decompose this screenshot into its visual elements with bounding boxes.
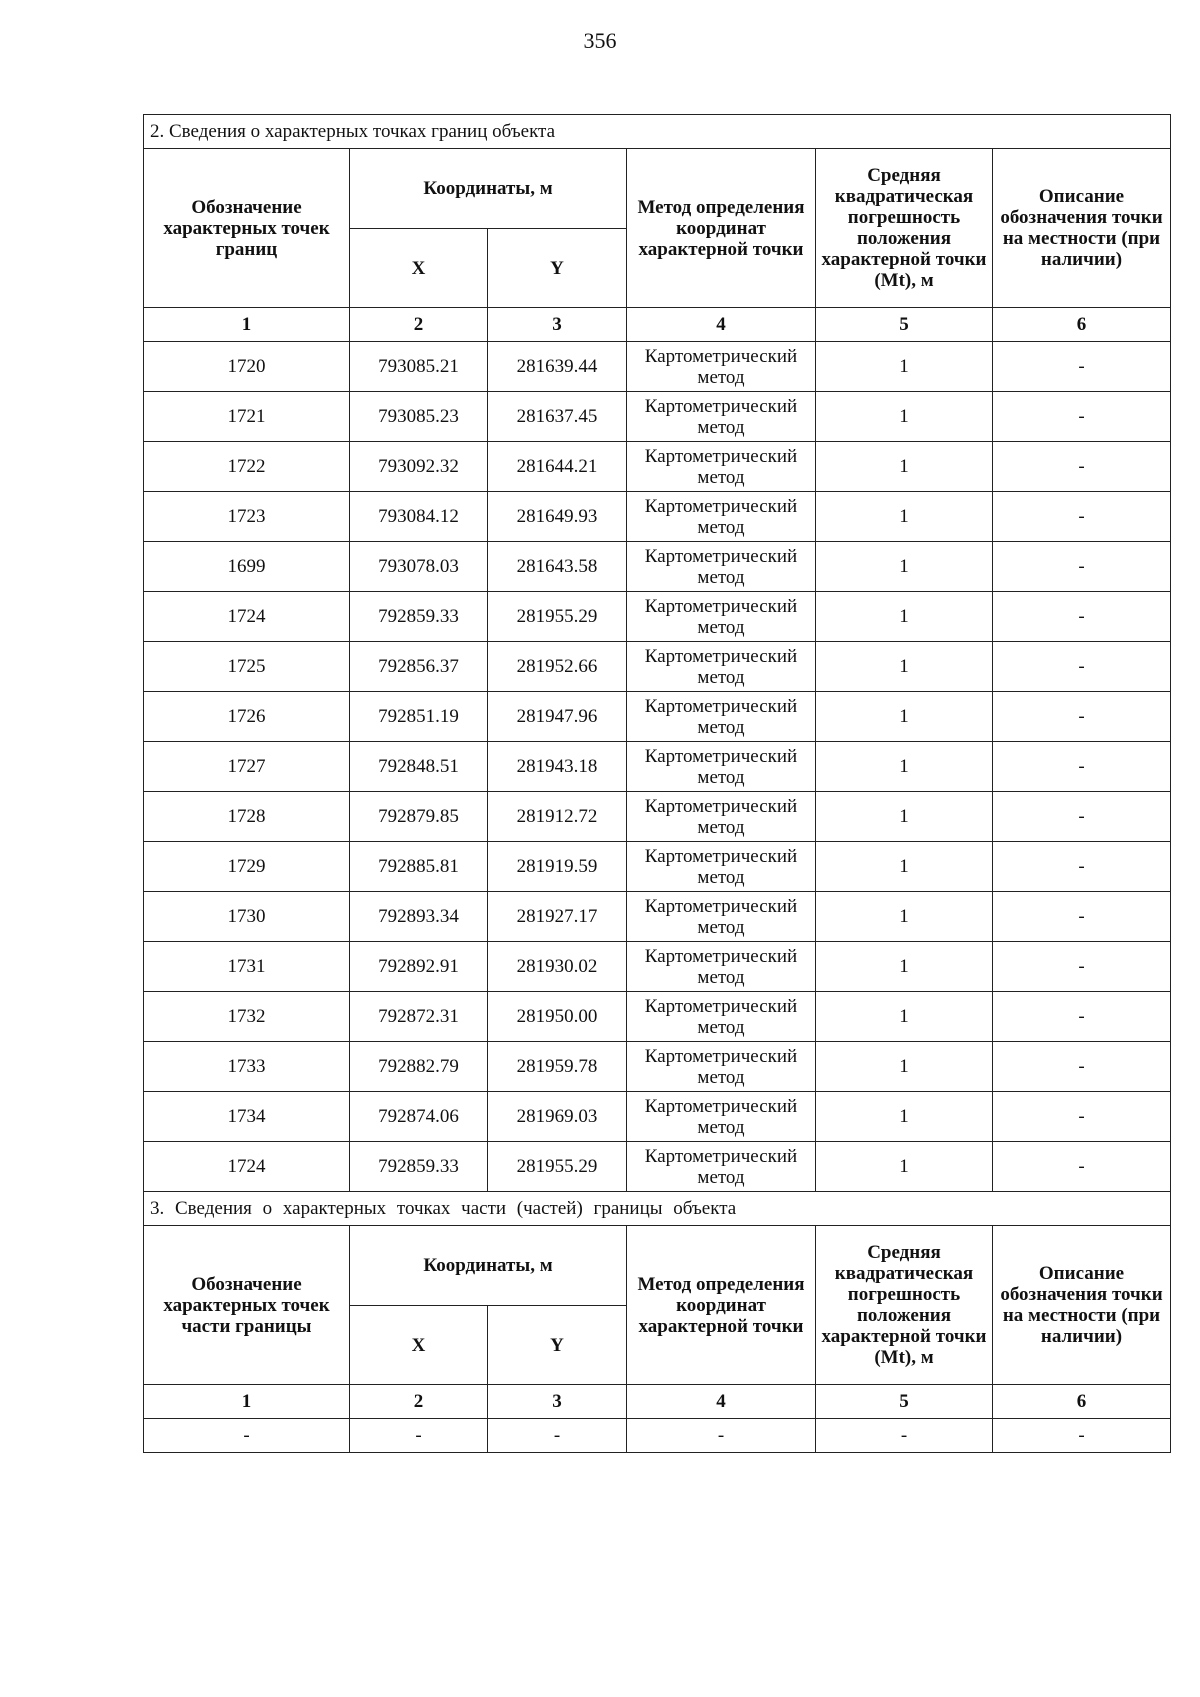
x-cell: 792879.85 [350,792,488,842]
column-number: 1 [144,308,350,342]
point-cell: 1699 [144,542,350,592]
method-cell [627,592,816,642]
description-cell: - [993,492,1171,542]
x-cell: 792885.81 [350,842,488,892]
method-line-1: Картометрический [644,1045,798,1067]
column-number: 2 [350,1385,488,1419]
method-cell [627,1092,816,1142]
y-cell: 281950.00 [488,992,627,1042]
column-number: 5 [816,308,993,342]
y-cell: 281947.96 [488,692,627,742]
header-method: Метод определения координат характерной точки [627,149,816,308]
point-cell: 1722 [144,442,350,492]
table-row [144,642,1171,692]
method-cell [627,742,816,792]
error-cell: 1 [816,442,993,492]
error-cell: 1 [816,1042,993,1092]
description-cell: - [993,642,1171,692]
method-line-2: метод [697,416,745,438]
point-cell: 1724 [144,1142,350,1192]
header-designation: Обозначение характерных точек границ [144,149,350,308]
method-cell [627,992,816,1042]
y-cell: 281930.02 [488,942,627,992]
table-row [144,1142,1171,1192]
method-cell [627,892,816,942]
table-row [144,842,1171,892]
method-cell [627,392,816,442]
point-cell: 1720 [144,342,350,392]
column-number: 4 [627,308,816,342]
description-cell: - [993,792,1171,842]
method-line-1: Картометрический [644,995,798,1017]
x-cell: 793085.21 [350,342,488,392]
table-row-empty [144,1419,1171,1453]
column-number: 6 [993,1385,1171,1419]
table-row [144,942,1171,992]
table-row [144,1042,1171,1092]
method-line-1: Картометрический [644,845,798,867]
method-line-2: метод [697,466,745,488]
method-line-1: Картометрический [644,1095,798,1117]
y-cell: 281959.78 [488,1042,627,1092]
x-cell: 792872.31 [350,992,488,1042]
error-cell: 1 [816,1142,993,1192]
table-row [144,742,1171,792]
point-cell: 1721 [144,392,350,442]
table-row [144,442,1171,492]
y-cell: 281955.29 [488,1142,627,1192]
point-cell: 1731 [144,942,350,992]
table-row [144,792,1171,842]
x-cell: 792892.91 [350,942,488,992]
description-cell: - [993,542,1171,592]
error-cell: 1 [816,892,993,942]
point-cell: 1727 [144,742,350,792]
error-cell: 1 [816,392,993,442]
method-line-1: Картометрический [644,445,798,467]
y-cell: 281644.21 [488,442,627,492]
error-cell: 1 [816,492,993,542]
point-cell: 1728 [144,792,350,842]
section-2-title: 2. Сведения о характерных точках границ объекта [144,115,1171,149]
description-cell: - [993,342,1171,392]
method-line-2: метод [697,816,745,838]
table-row [144,692,1171,742]
header-error: Средняя квадратическая погрешность положения характерной точки (Mt), м [816,149,993,308]
y-cell: 281639.44 [488,342,627,392]
method-cell [627,492,816,542]
description-cell: - [993,942,1171,992]
method-line-1: Картометрический [644,1145,798,1167]
y-cell: 281952.66 [488,642,627,692]
error-cell: 1 [816,992,993,1042]
header-y-part: Y [488,1306,627,1385]
method-line-2: метод [697,866,745,888]
point-cell: 1730 [144,892,350,942]
method-line-1: Картометрический [644,695,798,717]
empty-cell: - [488,1419,627,1453]
x-cell: 792859.33 [350,592,488,642]
y-cell: 281912.72 [488,792,627,842]
header-x: X [350,229,488,308]
method-line-1: Картометрический [644,645,798,667]
method-line-1: Картометрический [644,895,798,917]
method-line-1: Картометрический [644,795,798,817]
method-line-1: Картометрический [644,345,798,367]
error-cell: 1 [816,792,993,842]
description-cell: - [993,392,1171,442]
column-number: 4 [627,1385,816,1419]
x-cell: 793092.32 [350,442,488,492]
error-cell: 1 [816,642,993,692]
description-cell: - [993,992,1171,1042]
y-cell: 281637.45 [488,392,627,442]
method-cell [627,692,816,742]
method-line-2: метод [697,666,745,688]
y-cell: 281943.18 [488,742,627,792]
y-cell: 281969.03 [488,1092,627,1142]
method-line-2: метод [697,766,745,788]
error-cell: 1 [816,842,993,892]
x-cell: 792882.79 [350,1042,488,1092]
method-cell [627,542,816,592]
table-row [144,1092,1171,1142]
header-x-part: X [350,1306,488,1385]
header-coordinates: Координаты, м [350,149,627,229]
description-cell: - [993,692,1171,742]
x-cell: 792848.51 [350,742,488,792]
point-cell: 1732 [144,992,350,1042]
error-cell: 1 [816,1092,993,1142]
point-cell: 1734 [144,1092,350,1142]
x-cell: 793078.03 [350,542,488,592]
method-line-2: метод [697,966,745,988]
error-cell: 1 [816,692,993,742]
header-method-part: Метод определения координат характерной точки [627,1226,816,1385]
description-cell: - [993,592,1171,642]
empty-cell: - [144,1419,350,1453]
empty-cell: - [993,1419,1171,1453]
method-line-2: метод [697,366,745,388]
method-cell [627,842,816,892]
table-row [144,542,1171,592]
description-cell: - [993,442,1171,492]
y-cell: 281919.59 [488,842,627,892]
empty-cell: - [816,1419,993,1453]
column-number: 5 [816,1385,993,1419]
table-row [144,892,1171,942]
method-line-2: метод [697,1116,745,1138]
empty-cell: - [627,1419,816,1453]
header-error-part: Средняя квадратическая погрешность положения характерной точки (Mt), м [816,1226,993,1385]
y-cell: 281955.29 [488,592,627,642]
table-row [144,592,1171,642]
method-cell [627,342,816,392]
point-cell: 1733 [144,1042,350,1092]
column-numbers-row [144,308,1171,342]
method-line-1: Картометрический [644,495,798,517]
method-line-2: метод [697,616,745,638]
header-y: Y [488,229,627,308]
method-line-2: метод [697,566,745,588]
y-cell: 281927.17 [488,892,627,942]
table-row [144,992,1171,1042]
description-cell: - [993,1142,1171,1192]
method-line-2: метод [697,1166,745,1188]
description-cell: - [993,1042,1171,1092]
method-line-2: метод [697,716,745,738]
method-line-2: метод [697,1066,745,1088]
point-cell: 1726 [144,692,350,742]
header-description: Описание обозначения точки на местности (при наличии) [993,149,1171,308]
point-cell: 1724 [144,592,350,642]
error-cell: 1 [816,942,993,992]
column-number: 6 [993,308,1171,342]
column-number: 2 [350,308,488,342]
table-row [144,492,1171,542]
x-cell: 793085.23 [350,392,488,442]
empty-cell: - [350,1419,488,1453]
table-row [144,342,1171,392]
error-cell: 1 [816,542,993,592]
x-cell: 792856.37 [350,642,488,692]
method-cell [627,1142,816,1192]
column-number: 3 [488,1385,627,1419]
error-cell: 1 [816,342,993,392]
x-cell: 792859.33 [350,1142,488,1192]
method-cell [627,1042,816,1092]
column-numbers-row-part [144,1385,1171,1419]
method-line-2: метод [697,516,745,538]
description-cell: - [993,742,1171,792]
header-designation-part: Обозначение характерных точек части границы [144,1226,350,1385]
method-cell [627,642,816,692]
x-cell: 792874.06 [350,1092,488,1142]
method-line-1: Картометрический [644,945,798,967]
header-description-part: Описание обозначения точки на местности (при наличии) [993,1226,1171,1385]
column-number: 1 [144,1385,350,1419]
x-cell: 792893.34 [350,892,488,942]
column-number: 3 [488,308,627,342]
error-cell: 1 [816,592,993,642]
y-cell: 281643.58 [488,542,627,592]
method-line-1: Картометрический [644,395,798,417]
header-coordinates-part: Координаты, м [350,1226,627,1306]
x-cell: 793084.12 [350,492,488,542]
method-cell [627,942,816,992]
description-cell: - [993,892,1171,942]
method-cell [627,442,816,492]
method-line-1: Картометрический [644,745,798,767]
point-cell: 1725 [144,642,350,692]
method-line-2: метод [697,1016,745,1038]
page-number: 356 [583,28,617,53]
method-line-1: Картометрический [644,595,798,617]
description-cell: - [993,1092,1171,1142]
x-cell: 792851.19 [350,692,488,742]
boundary-points-table [143,114,1171,1453]
method-cell [627,792,816,842]
point-cell: 1729 [144,842,350,892]
table-row [144,392,1171,442]
method-line-1: Картометрический [644,545,798,567]
method-line-2: метод [697,916,745,938]
section-3-title: 3. Сведения о характерных точках части (частей) границы объекта [144,1192,1171,1226]
y-cell: 281649.93 [488,492,627,542]
description-cell: - [993,842,1171,892]
point-cell: 1723 [144,492,350,542]
error-cell: 1 [816,742,993,792]
